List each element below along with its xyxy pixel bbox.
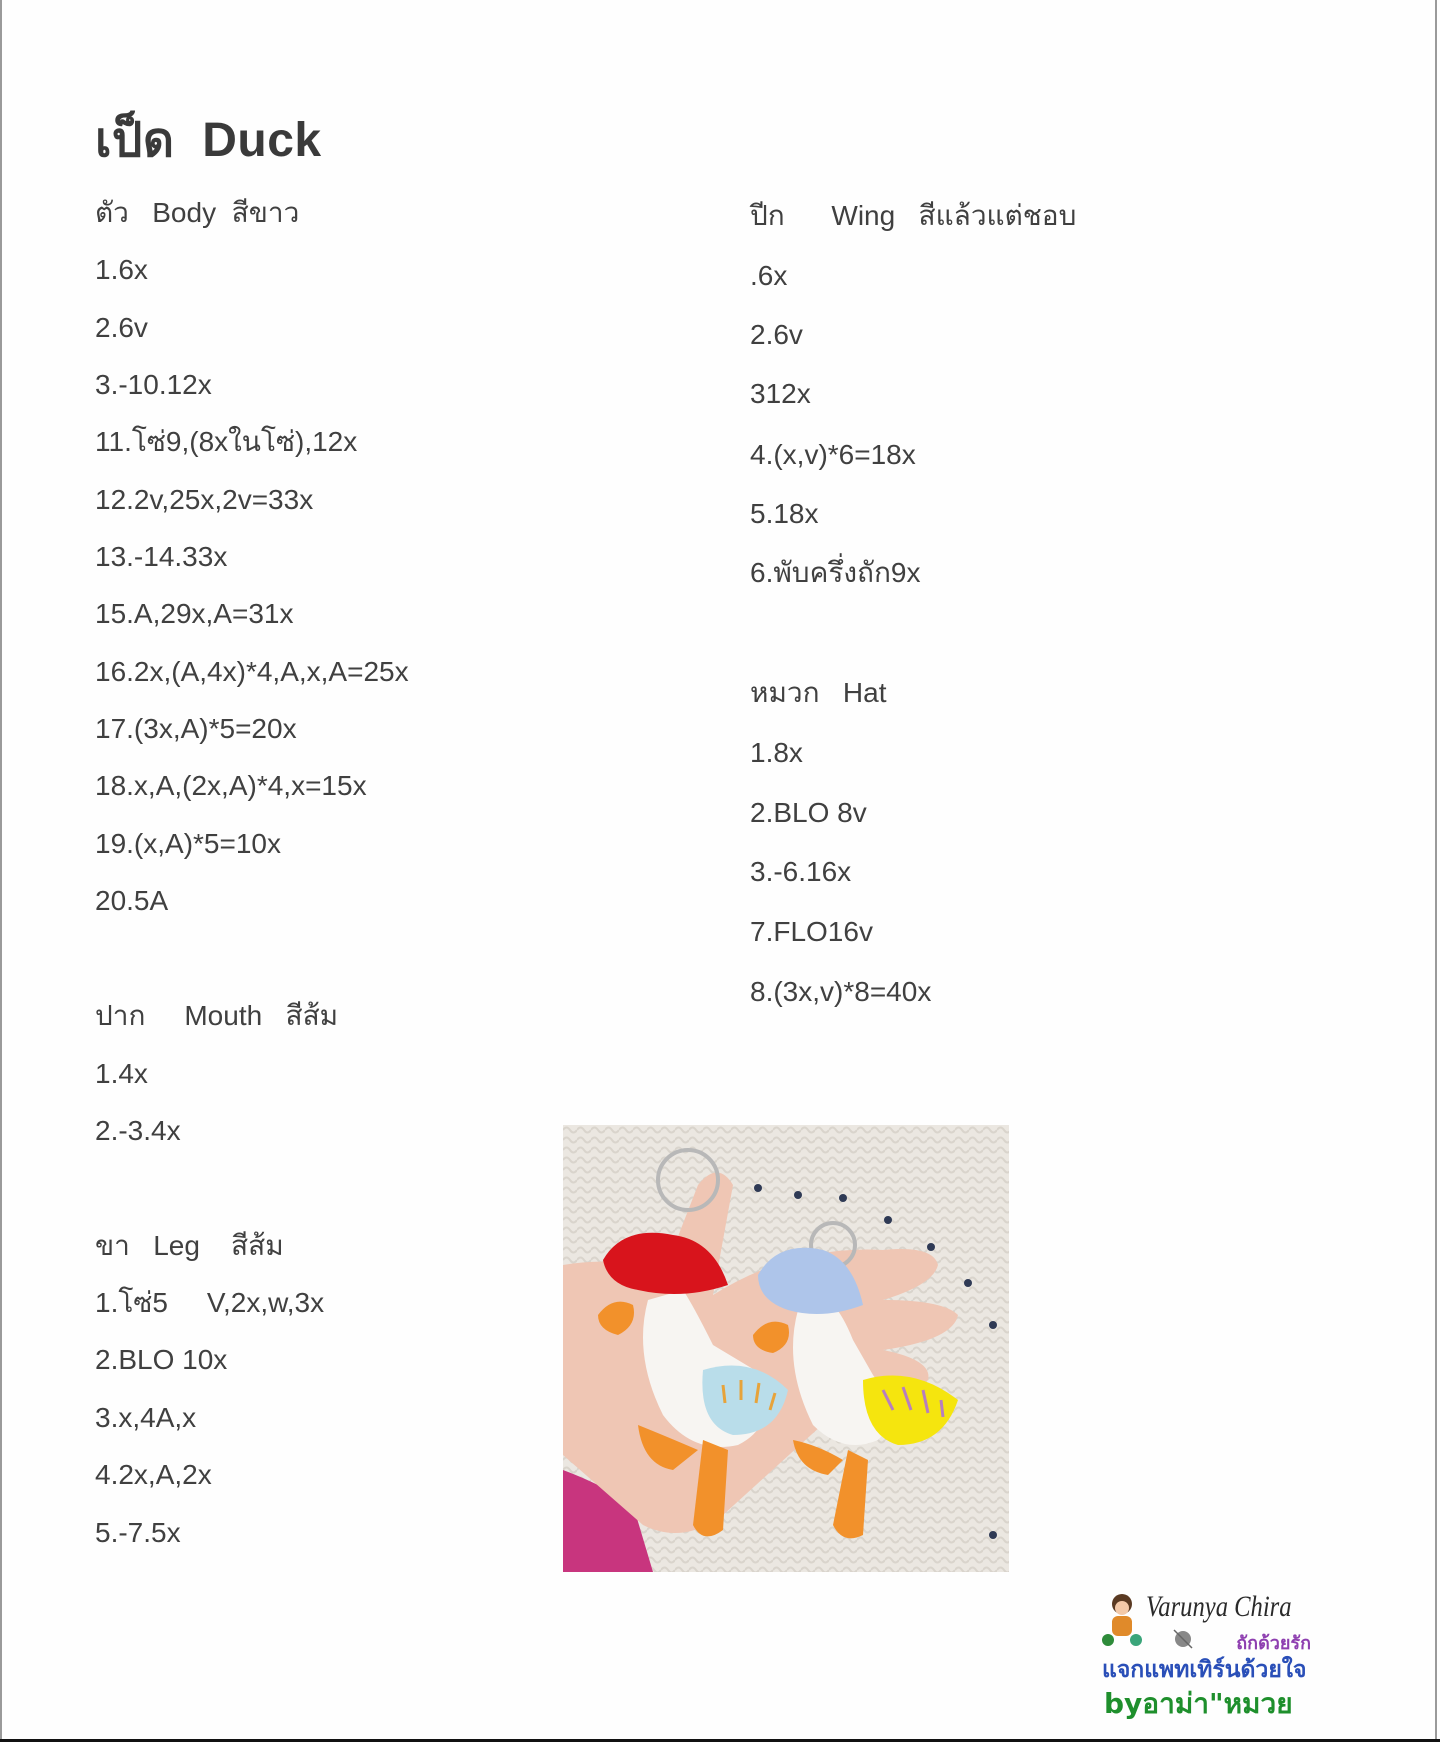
pattern-row: 2.6v: [95, 312, 148, 343]
pattern-row: 1.โซ่5 V,2x,w,3x: [95, 1287, 325, 1318]
pattern-row: 11.โซ่9,(8xในโซ่),12x: [95, 426, 358, 457]
section-header-hat: หมวก Hat: [750, 677, 887, 708]
pattern-row: 312x: [750, 378, 811, 409]
pattern-row: 18.x,A,(2x,A)*4,x=15x: [95, 770, 367, 801]
pattern-row: 16.2x,(A,4x)*4,A,x,A=25x: [95, 656, 409, 687]
section-header-leg: ขา Leg สีส้ม: [95, 1230, 284, 1261]
pattern-row: 13.-14.33x: [95, 541, 228, 572]
pattern-row: 7.FLO16v: [750, 916, 873, 947]
pattern-row: 2.-3.4x: [95, 1115, 181, 1146]
pattern-row: 15.A,29x,A=31x: [95, 598, 294, 629]
pattern-row: 3.x,4A,x: [95, 1402, 197, 1433]
pattern-row: 12.2v,25x,2v=33x: [95, 484, 314, 515]
duck-keychain-photo: [563, 1125, 1009, 1572]
pattern-row: 6.พับครึ่งถัก9x: [750, 557, 921, 588]
yarn-ball-icon: [1172, 1628, 1194, 1650]
pattern-row: 19.(x,A)*5=10x: [95, 828, 281, 859]
logo-tagline-3: byอาม่า"หมวย: [1104, 1687, 1293, 1720]
pattern-row: 20.5A: [95, 885, 169, 916]
pattern-row: 1.6x: [95, 254, 148, 285]
section-header-mouth: ปาก Mouth สีส้ม: [95, 1000, 339, 1031]
pattern-row: 2.6v: [750, 319, 803, 350]
section-header-body: ตัว Body สีขาว: [95, 197, 300, 228]
knitter-girl-icon: [1098, 1590, 1146, 1650]
pattern-row: 3.-10.12x: [95, 369, 212, 400]
pattern-row: 1.8x: [750, 737, 803, 768]
pattern-row: 4.2x,A,2x: [95, 1459, 212, 1490]
left-border: [0, 0, 2, 1742]
logo-tagline-2: แจกแพทเทิร์นด้วยใจ: [1102, 1657, 1307, 1683]
logo-name: Varunya Chira: [1146, 1590, 1292, 1623]
pattern-row: .6x: [750, 260, 788, 291]
right-border: [1435, 0, 1437, 1742]
pattern-row: 2.BLO 10x: [95, 1344, 228, 1375]
pattern-row: 3.-6.16x: [750, 856, 852, 887]
pattern-row: 8.(3x,v)*8=40x: [750, 976, 932, 1007]
pattern-row: 5.18x: [750, 498, 819, 529]
logo-tagline-1: ถักด้วยรัก: [1236, 1633, 1311, 1654]
pattern-row: 2.BLO 8v: [750, 797, 867, 828]
duck-photo-illustration: [563, 1125, 1009, 1572]
pattern-row: 17.(3x,A)*5=20x: [95, 713, 297, 744]
pattern-row: 5.-7.5x: [95, 1517, 181, 1548]
author-logo: [1094, 1588, 1319, 1720]
pattern-row: 1.4x: [95, 1058, 148, 1089]
pattern-row: 4.(x,v)*6=18x: [750, 439, 916, 470]
section-header-wing: ปีก Wing สีแล้วแต่ชอบ: [750, 200, 1077, 231]
page-title: เป็ด Duck: [95, 114, 322, 167]
